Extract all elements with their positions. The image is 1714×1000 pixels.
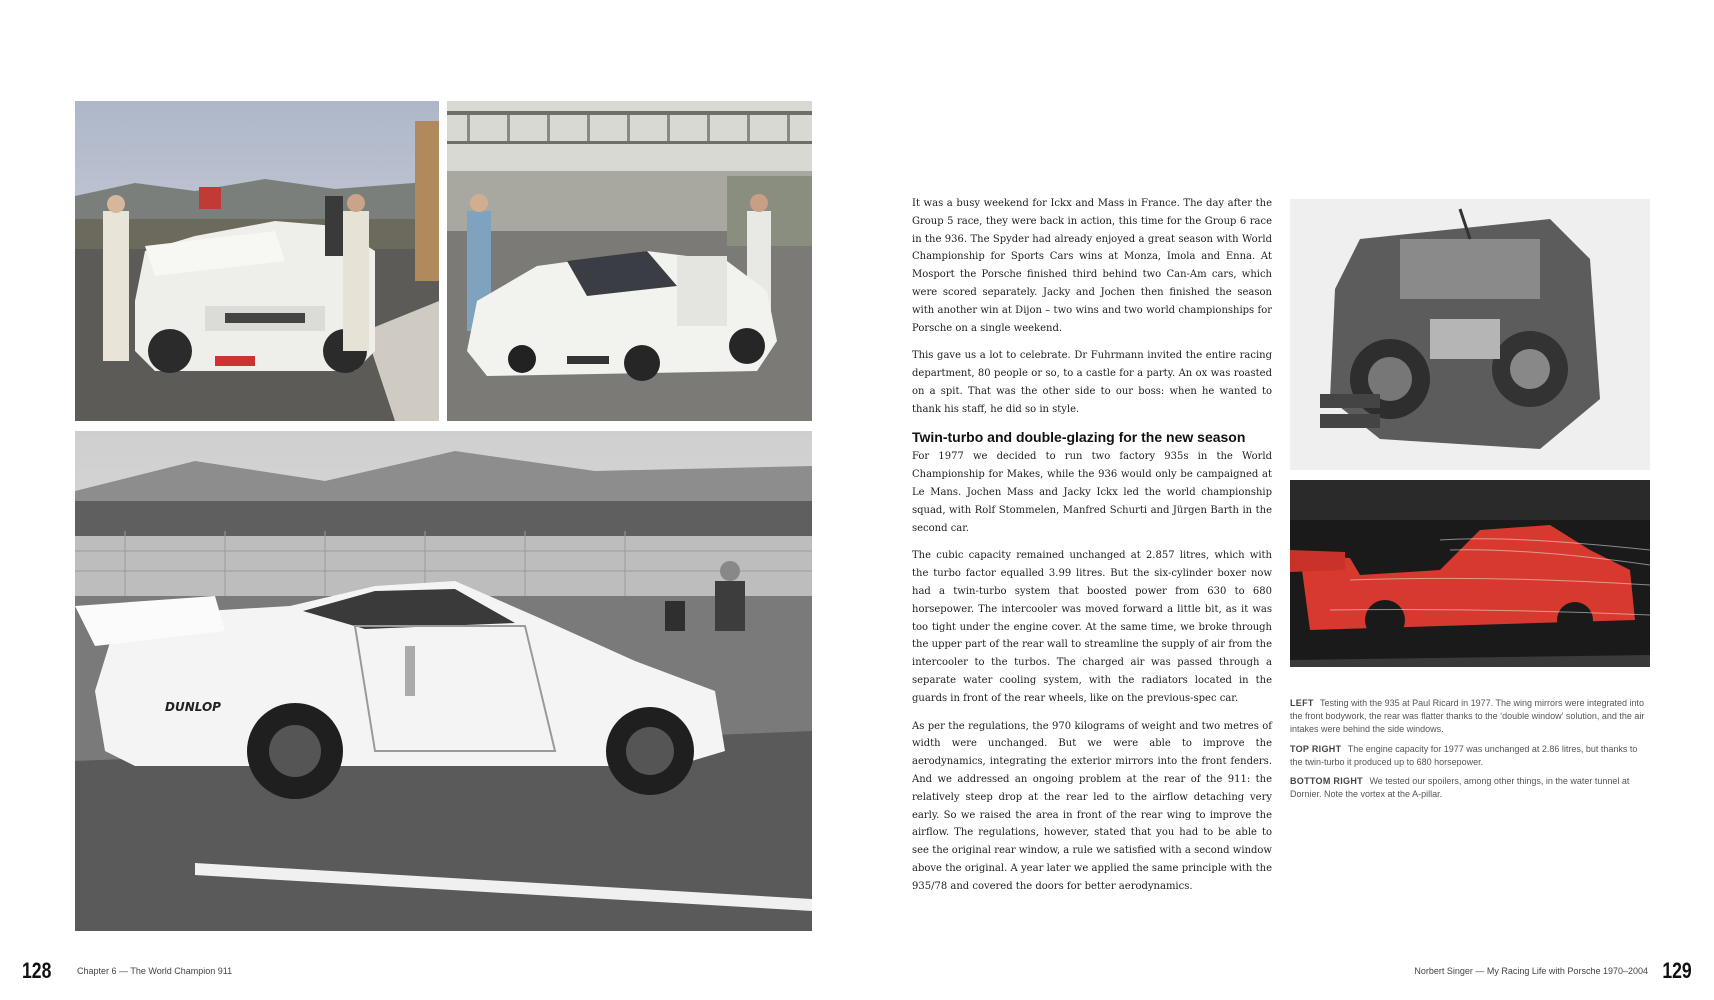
caption-label: BOTTOM RIGHT bbox=[1290, 776, 1363, 787]
caption-top-right bbox=[1290, 743, 1652, 769]
photo-car-rear-pitlane bbox=[75, 101, 439, 421]
photo-water-tunnel-model bbox=[1290, 480, 1650, 667]
body-paragraph: The cubic capacity remained unchanged at 2.857 litres, which with the turbo factor equalled 3.99 litres. But the six-cylinder boxer now had a twin-turbo system that boosted power from 630 to 680 horsepower. The intercooler was moved forward a little bit, as it was too tight under the engine cover. At the same time, we broke through the upper part of the rear wall to streamline the supply of air from the intercooler to the turbos. The charged air was passed through a separate water cooling system, with the radiators located in the guards in front of the rear wheels, like on the previous-spec car. bbox=[912, 550, 1272, 704]
photo-twin-turbo-engine bbox=[1290, 199, 1650, 470]
page-number-left: 128 bbox=[22, 958, 52, 983]
running-title-left: Chapter 6 — The World Champion 911 bbox=[77, 966, 233, 976]
section-heading: Twin-turbo and double-glazing for the new season bbox=[912, 428, 1246, 445]
body-paragraph: It was a busy weekend for Ickx and Mass in France. The day after the Group 5 race, they were back in action, this time for the Group 6 race in the 936. The Spyder had already enjoyed a great season with World Championship for Sports Cars wins at Monza, Imola and Enna. At Mosport the Porsche finished third behind two Can-Am cars, which were scored separately. Jacky and Jochen then finished the season with another win at Dijon – two wins and two world championships for Porsche on a single weekend. bbox=[912, 198, 1272, 334]
body-paragraph: For 1977 we decided to run two factory 935s in the World Championship for Makes, while the 936 would only be campaigned at Le Mans. Jochen Mass and Jacky Ickx led the world championship squad, with Rolf Stommelen, Manfred Schurti and Jürgen Barth in the second car. bbox=[912, 451, 1272, 534]
dunlop-decal: DUNLOP bbox=[165, 700, 221, 714]
photo-captions bbox=[1290, 697, 1652, 807]
caption-label: TOP RIGHT bbox=[1290, 743, 1342, 754]
photo-car-side-paul-ricard bbox=[75, 431, 812, 931]
caption-left bbox=[1290, 697, 1652, 737]
caption-text: We tested our spoilers, among other things, in the water tunnel at Dornier. Note the vortex at the A-pillar. bbox=[1290, 776, 1630, 800]
article-body bbox=[912, 195, 1272, 905]
caption-text: The engine capacity for 1977 was unchanged at 2.86 litres, but thanks to the twin-turbo it produced up to 680 horsepower. bbox=[1290, 743, 1638, 767]
caption-label: LEFT bbox=[1290, 698, 1314, 708]
body-paragraph: This gave us a lot to celebrate. Dr Fuhrmann invited the entire racing department, 80 people or so, to a castle for a party. An ox was roasted on a spit. That was the other side to our boss: when he wanted to thank his staff, he did so in style. bbox=[912, 350, 1272, 415]
caption-text: Testing with the 935 at Paul Ricard in 1977. The wing mirrors were integrated into the front bodywork, the rear was flatter thanks to the ‘double window’ solution, and the air intakes were behind the side windows. bbox=[1290, 698, 1645, 735]
caption-bottom-right bbox=[1290, 775, 1652, 801]
body-paragraph: As per the regulations, the 970 kilograms of weight and two metres of width were unchanged. But we were able to improve the aerodynamics, integrating the exterior mirrors into the front fenders. And we addressed an ongoing problem at the rear of the 911: the relatively steep drop at the rear led to the airflow detaching very early. So we raised the area in front of the rear wing to improve the airflow. The regulations, however, stated that you had to be able to see the original rear window, a rule we satisfied with a second window above the original. A year later we applied the same principle with the 935/78 and covered the doors for better aerodynamics. bbox=[912, 720, 1272, 892]
running-title-right: Norbert Singer — My Racing Life with Porsche 1970–2004 bbox=[1414, 966, 1648, 976]
photo-car-front-pitlane bbox=[447, 101, 812, 421]
page-number-right: 129 bbox=[1662, 958, 1692, 983]
